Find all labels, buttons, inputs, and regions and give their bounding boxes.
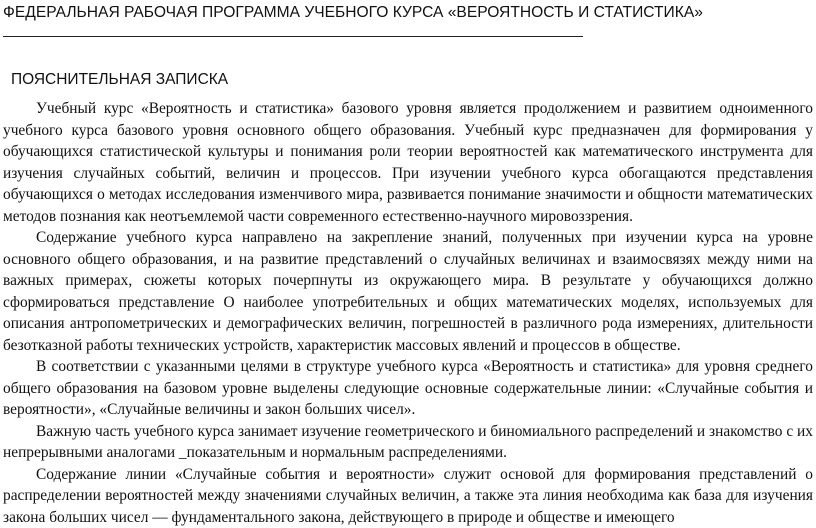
paragraph: Содержание линии «Случайные события и вероятности» служит основой для формирования представлений о распределении вероятностей между значениями случайных величин, а также эта линия необходима как база для изучения закона больших чисел — фундаментального закона, действующего в природе и обществе и имеющего: [3, 464, 813, 528]
section-heading: ПОЯСНИТЕЛЬНАЯ ЗАПИСКА: [11, 71, 228, 89]
title-underline: [3, 36, 583, 37]
paragraph: Важную часть учебного курса занимает изучение геометрического и биномиального распределений и знакомство с их непрерывными аналогами _показательным и нормальным распределениями.: [3, 421, 813, 464]
paragraph: Содержание учебного курса направлено на закрепление знаний, полученных при изучении курса на уровне основного общего образования, и на развитие представлений о случайных величинах и взаимосвязях между ними на важных примерах, сюжеты которых почерпнуты из окружающего мира. В результате у обучающихся должно сформироваться представление О наиболее употребительных и общих математических моделях, используемых для описания антропометрических и демографических величин, погрешностей в различного рода измерениях, длительности безотказной работы технических устройств, характеристик массовых явлений и процессов в обществе.: [3, 227, 813, 356]
document-title: ФЕДЕРАЛЬНАЯ РАБОЧАЯ ПРОГРАММА УЧЕБНОГО КУРСА «ВЕРОЯТНОСТЬ И СТАТИСТИКА»: [3, 4, 803, 22]
document-body: [3, 98, 813, 528]
paragraph: Учебный курс «Вероятность и статистика» базового уровня является продолжением и развитием одноименного учебного курса базового уровня основного общего образования. Учебный курс предназначен для формирования у обучающихся статистической культуры и понимания роли теории вероятностей как математического инструмента для изучения случайных событий, величин и процессов. При изучении учебного курса обогащаются представления обучающихся о методах исследования изменчивого мира, развивается понимание значимости и общности математических методов познания как неотъемлемой части современного естественно-научного мировоззрения.: [3, 98, 813, 227]
paragraph: В соответствии с указанными целями в структуре учебного курса «Вероятность и статистика» для уровня среднего общего образования на базовом уровне выделены следующие основные содержательные линии: «Случайные события и вероятности», «Случайные величины и закон больших чисел».: [3, 356, 813, 421]
